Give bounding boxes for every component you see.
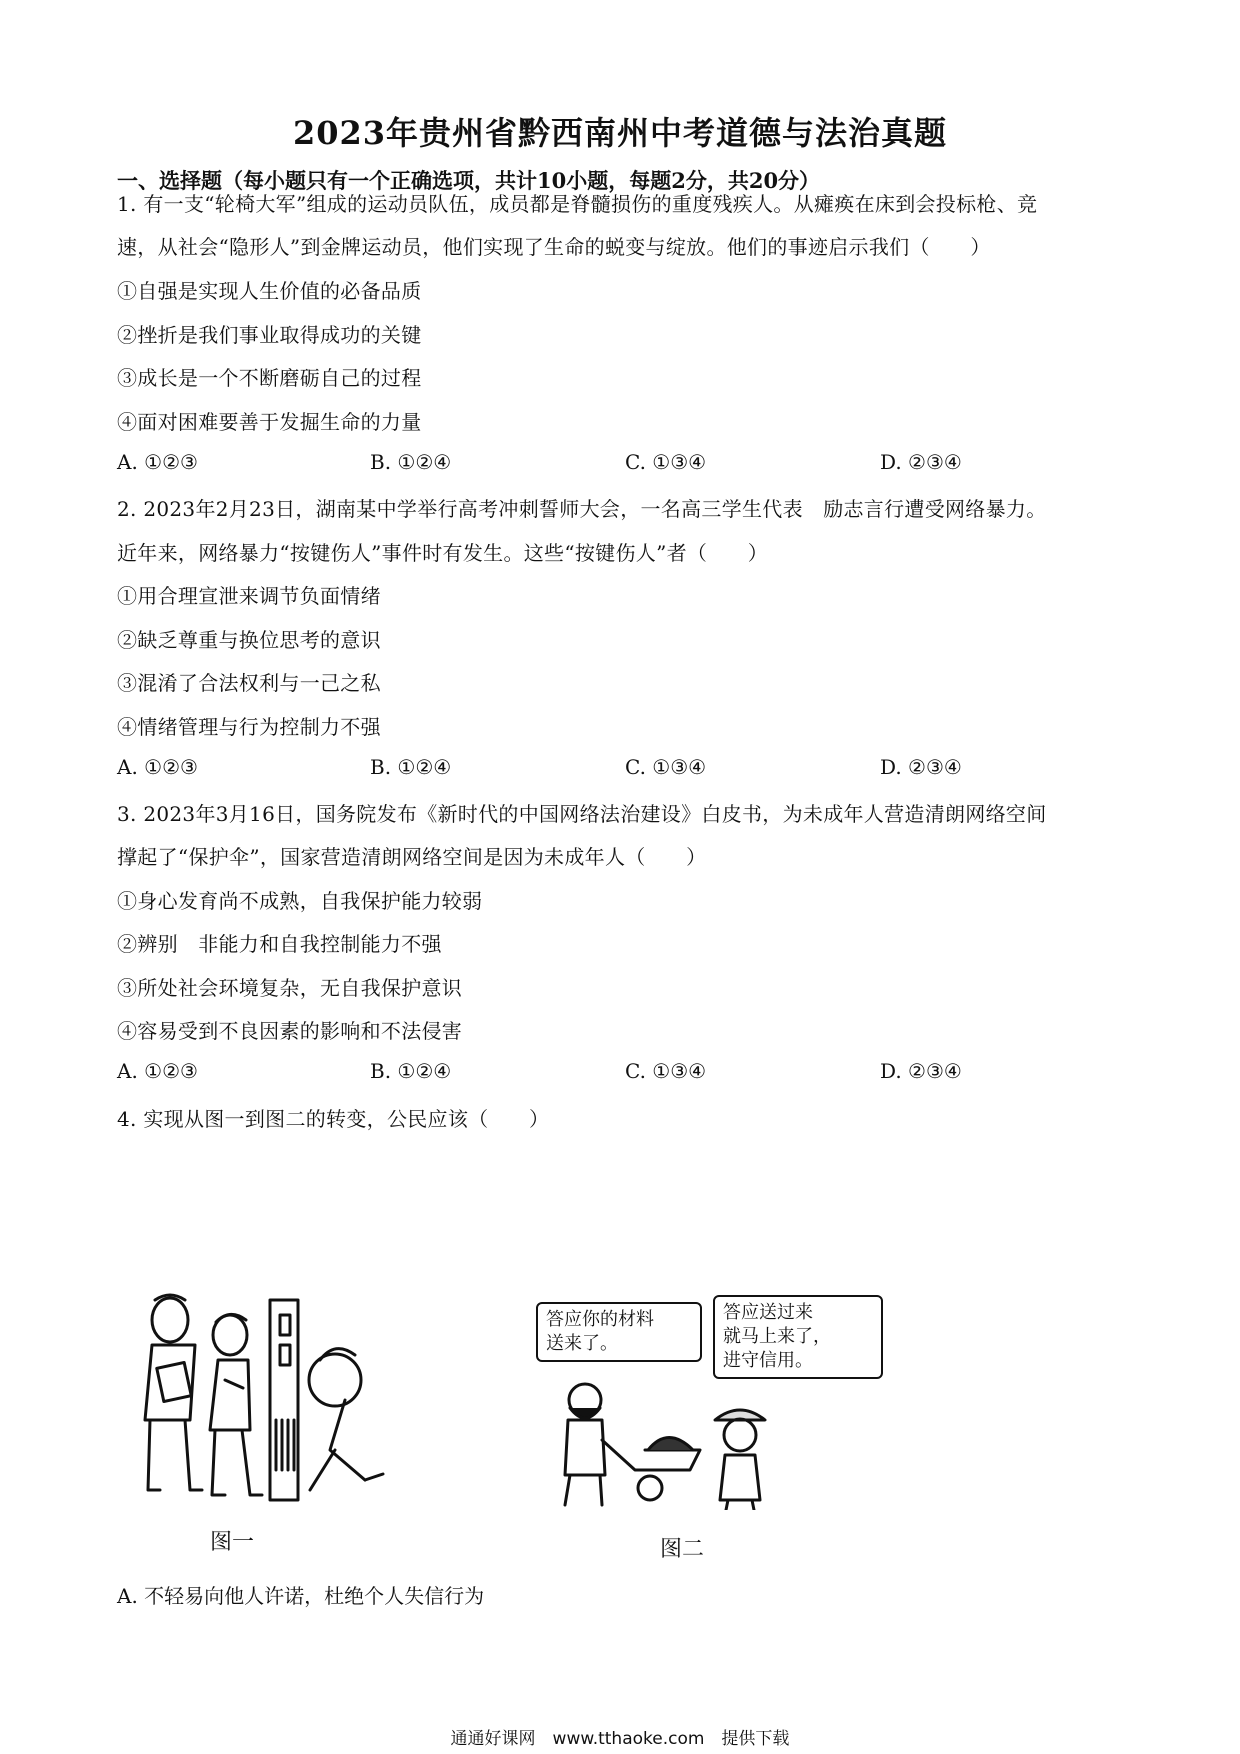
q2-item: ②缺乏尊重与换位思考的意识 bbox=[117, 628, 381, 652]
section-heading: 一、选择题（每小题只有一个正确选项，共计10小题，每题2分，共20分） bbox=[117, 168, 821, 193]
q2-option-d[interactable]: D. ②③④ bbox=[880, 755, 962, 779]
q1-item: ④面对困难要善于发掘生命的力量 bbox=[117, 410, 422, 434]
q4-stem: 4. 实现从图一到图二的转变，公民应该（ ） bbox=[117, 1107, 550, 1131]
q3-option-d[interactable]: D. ②③④ bbox=[880, 1059, 962, 1083]
figure-two-caption: 图二 bbox=[660, 1537, 705, 1562]
bubble-left-line: 送来了。 bbox=[546, 1333, 618, 1354]
bubble-right-line: 就马上来了， bbox=[723, 1326, 831, 1347]
figure-two-illustration bbox=[540, 1380, 840, 1510]
q2-item: ①用合理宣泄来调节负面情绪 bbox=[117, 584, 381, 608]
q3-item: ①身心发育尚不成熟，自我保护能力较弱 bbox=[117, 889, 483, 913]
q2-option-a[interactable]: A. ①②③ bbox=[117, 755, 198, 779]
page-title: 2023年贵州省黔西南州中考道德与法治真题 bbox=[292, 114, 948, 152]
q3-option-c[interactable]: C. ①③④ bbox=[625, 1059, 707, 1083]
q3-option-b[interactable]: B. ①②④ bbox=[370, 1059, 452, 1083]
q4-option-a[interactable]: A. 不轻易向他人许诺，杜绝个人失信行为 bbox=[117, 1584, 485, 1608]
q3-option-a[interactable]: A. ①②③ bbox=[117, 1059, 198, 1083]
figure-one-illustration bbox=[130, 1290, 390, 1510]
q1-option-d[interactable]: D. ②③④ bbox=[880, 450, 962, 474]
q1-stem-line1: 1. 有一支“轮椅大军”组成的运动员队伍，成员都是脊髓损伤的重度残疾人。从瘫痪在床到会投标枪、竞 bbox=[117, 192, 1038, 216]
q1-option-b[interactable]: B. ①②④ bbox=[370, 450, 452, 474]
bubble-right-line: 答应送过来 bbox=[723, 1302, 813, 1323]
q2-option-b[interactable]: B. ①②④ bbox=[370, 755, 452, 779]
q1-option-a[interactable]: A. ①②③ bbox=[117, 450, 198, 474]
q2-stem-line2: 近年来，网络暴力“按键伤人”事件时有发生。这些“按键伤人”者（ ） bbox=[117, 541, 769, 565]
q1-stem-line2: 速，从社会“隐形人”到金牌运动员，他们实现了生命的蜕变与绽放。他们的事迹启示我们（ ） bbox=[117, 235, 991, 259]
q1-item: ③成长是一个不断磨砺自己的过程 bbox=[117, 366, 422, 390]
q1-item: ②挫折是我们事业取得成功的关键 bbox=[117, 323, 422, 347]
bubble-left-line: 答应你的材料 bbox=[546, 1309, 654, 1330]
figure-two-bubble-right bbox=[713, 1295, 883, 1379]
q1-option-c[interactable]: C. ①③④ bbox=[625, 450, 707, 474]
figure-two-bubble-left bbox=[536, 1302, 702, 1362]
q2-item: ③混淆了合法权利与一己之私 bbox=[117, 671, 381, 695]
q2-item: ④情绪管理与行为控制力不强 bbox=[117, 715, 381, 739]
q3-item: ②辨别 非能力和自我控制能力不强 bbox=[117, 932, 442, 956]
q3-item: ③所处社会环境复杂，无自我保护意识 bbox=[117, 976, 463, 1000]
q3-item: ④容易受到不良因素的影响和不法侵害 bbox=[117, 1019, 463, 1043]
q2-option-c[interactable]: C. ①③④ bbox=[625, 755, 707, 779]
q1-item: ①自强是实现人生价值的必备品质 bbox=[117, 279, 422, 303]
bubble-right-line: 进守信用。 bbox=[723, 1350, 813, 1371]
q3-stem-line2: 撑起了“保护伞”，国家营造清朗网络空间是因为未成年人（ ） bbox=[117, 845, 707, 869]
page-footer: 通通好课网 www.tthaoke.com 提供下载 bbox=[450, 1729, 790, 1749]
q3-stem-line1: 3. 2023年3月16日，国务院发布《新时代的中国网络法治建设》白皮书，为未成年人营造清朗网络空间 bbox=[117, 802, 1047, 826]
figure-one-caption: 图一 bbox=[210, 1530, 255, 1555]
q2-stem-line1: 2. 2023年2月23日，湖南某中学举行高考冲刺誓师大会，一名高三学生代表 励志言行遭受网络暴力。 bbox=[117, 497, 1047, 521]
